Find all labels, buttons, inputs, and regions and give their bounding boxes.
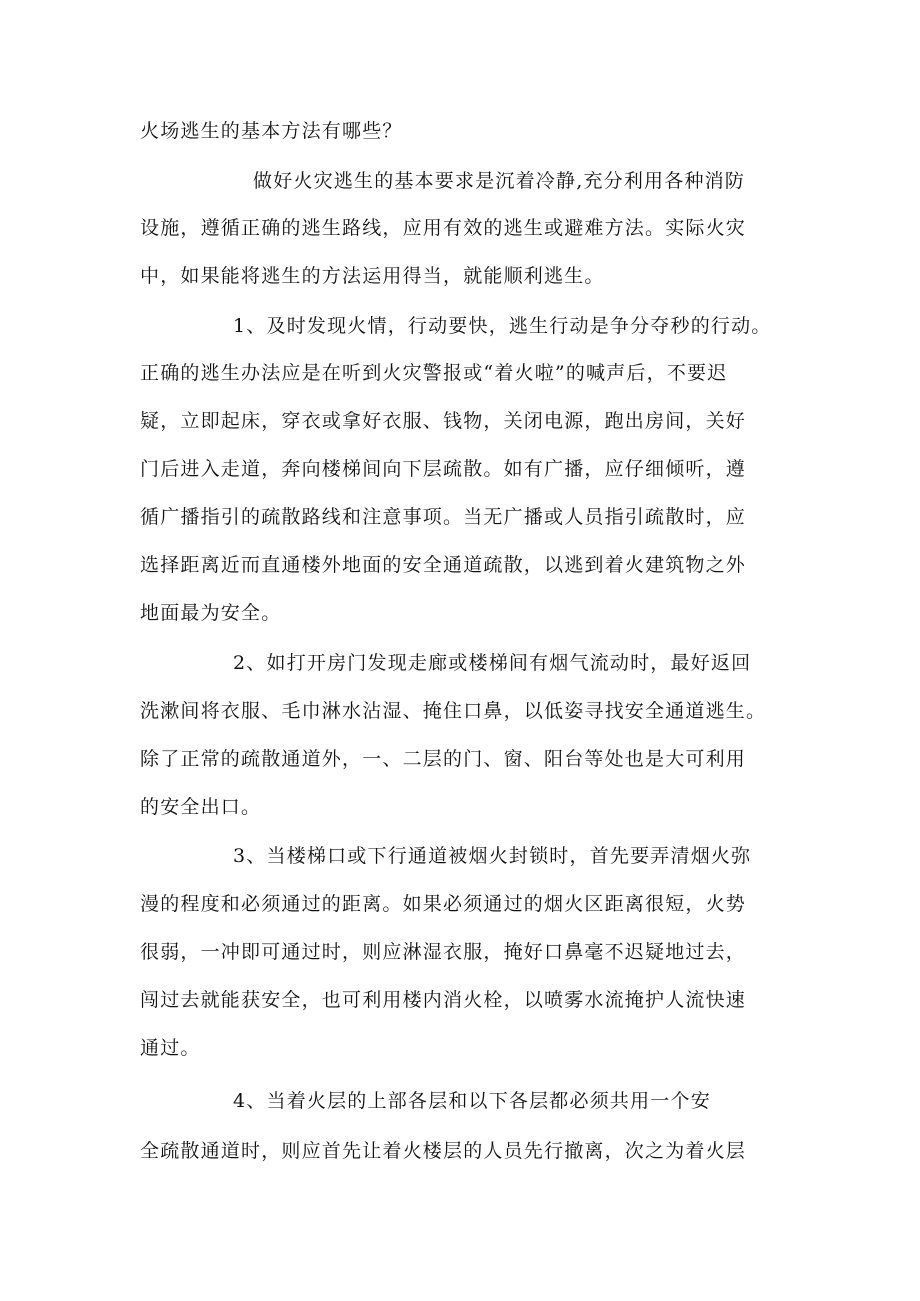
item2-line-4 (140, 789, 900, 825)
item3-text-4: 闯过去就能获安全，也可利用楼内消火栓，以喷雾水流掩护人流快速 (140, 989, 747, 1011)
item3-text-2: 漫的程度和必须通过的距离。如果必须通过的烟火区距离很短，火势 (140, 893, 747, 915)
item1-text-6: 选择距离近而直通楼外地面的安全通道疏散，以逃到着火建筑物之外 (140, 554, 747, 576)
item3-line-1 (233, 838, 900, 874)
document-title-text: 火场逃生的基本方法有哪些？ (140, 120, 403, 142)
item1-line-4 (140, 451, 900, 487)
item3-line-3 (140, 934, 900, 970)
intro-line-1 (253, 163, 900, 199)
item3-line-2 (140, 886, 900, 922)
item1-line-7 (140, 595, 900, 631)
item1-text-1: 1、及时发现火情，行动要快，逃生行动是争分夺秒的行动。 (233, 315, 772, 337)
item1-line-3 (140, 403, 900, 439)
item1-text-2: 正确的逃生办法应是在听到火灾警报或“着火啦”的喊声后，不要迟 (140, 362, 728, 384)
item3-line-5 (140, 1030, 900, 1066)
item1-text-4: 门后进入走道，奔向楼梯间向下层疏散。如有广播，应仔细倾听，遵 (140, 458, 747, 480)
intro-text-3: 中，如果能将逃生的方法运用得当，就能顺利逃生。 (140, 265, 605, 287)
item1-line-1 (233, 308, 900, 344)
document-title (140, 113, 900, 149)
item2-text-1: 2、如打开房门发现走廊或楼梯间有烟气流动时，最好返回 (233, 652, 752, 674)
item1-line-6 (140, 547, 900, 583)
item2-line-2 (140, 693, 900, 729)
intro-text-1: 做好火灾逃生的基本要求是沉着冷静,充分利用各种消防 (253, 170, 746, 192)
intro-line-3 (140, 258, 900, 294)
item2-line-1 (233, 645, 900, 681)
item1-line-2 (140, 355, 900, 391)
item1-text-7: 地面最为安全。 (140, 602, 282, 624)
item4-line-2 (140, 1133, 900, 1169)
item3-text-3: 很弱，一冲即可通过时，则应淋湿衣服，掩好口鼻毫不迟疑地过去， (140, 941, 747, 963)
item3-text-5: 通过。 (140, 1037, 201, 1059)
item2-line-3 (140, 741, 900, 777)
item3-text-1: 3、当楼梯口或下行通道被烟火封锁时，首先要弄清烟火弥 (233, 845, 752, 867)
item4-text-1: 4、当着火层的上部各层和以下各层都必须共用一个安 (233, 1090, 711, 1112)
item1-line-5 (140, 499, 900, 535)
item3-line-4 (140, 982, 900, 1018)
item4-text-2: 全疏散通道时，则应首先让着火楼层的人员先行撤离，次之为着火层 (140, 1140, 747, 1162)
item2-text-3: 除了正常的疏散通道外，一、二层的门、窗、阳台等处也是大可利用 (140, 748, 747, 770)
intro-text-2: 设施，遵循正确的逃生路线，应用有效的逃生或避难方法。实际火灾 (140, 217, 747, 239)
item4-line-1 (233, 1083, 900, 1119)
item1-text-3: 疑，立即起床，穿衣或拿好衣服、钱物，关闭电源，跑出房间，关好 (140, 410, 747, 432)
item2-text-4: 的安全出口。 (140, 796, 262, 818)
intro-line-2 (140, 210, 900, 246)
item1-text-5: 循广播指引的疏散路线和注意事项。当无广播或人员指引疏散时，应 (140, 506, 747, 528)
item2-text-2: 洗漱间将衣服、毛巾淋水沾湿、掩住口鼻，以低姿寻找安全通道逃生。 (140, 700, 767, 722)
